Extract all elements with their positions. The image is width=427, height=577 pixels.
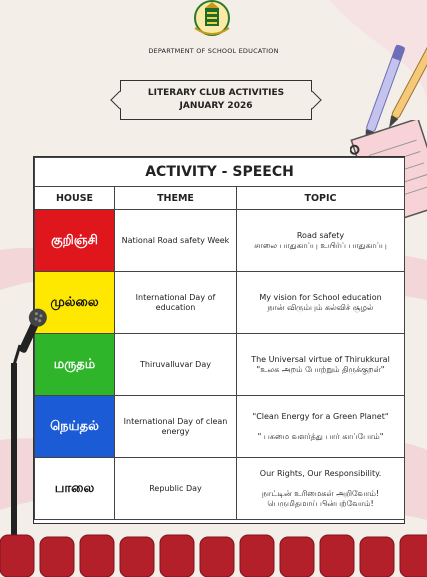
table-title: ACTIVITY - SPEECH — [35, 158, 405, 187]
table-row — [35, 458, 405, 520]
house-cell: மருதம் — [35, 334, 115, 396]
topic-cell: Our Rights, Our Responsibility. நாட்டின் உரிமைகள் அறிவோம்! பெருமிதமாய் பின்பற்வோம்! — [237, 458, 405, 520]
house-cell: நெய்தல் — [35, 396, 115, 458]
topic-cell: Road safety சாலை பாதுகாப்பு உயிர்ப் பாதுகாப்பு — [237, 210, 405, 272]
house-cell: குறிஞ்சி — [35, 210, 115, 272]
theme-cell: Republic Day — [115, 458, 237, 520]
theme-cell: Thiruvalluvar Day — [115, 334, 237, 396]
theme-cell: International Day of clean energy — [115, 396, 237, 458]
banner-month: JANUARY 2026 — [179, 101, 253, 111]
activity-table — [33, 156, 405, 524]
theme-cell: International Day of education — [115, 272, 237, 334]
theme-cell: National Road safety Week — [115, 210, 237, 272]
banner-title: LITERARY CLUB ACTIVITIES — [147, 88, 285, 98]
table-row — [35, 334, 405, 396]
table-row — [35, 396, 405, 458]
table-row — [35, 210, 405, 272]
table-row — [35, 272, 405, 334]
topic-cell: My vision for School education நான் விரும்பும் கல்விச் சூழல் — [237, 272, 405, 334]
topic-cell: The Universal virtue of Thirukkural "உலக அறம் போற்றும் திருக்குறள்" — [237, 334, 405, 396]
microphone-icon — [0, 305, 60, 565]
column-header-theme: THEME — [115, 187, 237, 210]
tamil-nadu-emblem-icon — [190, 0, 234, 38]
department-name: DEPARTMENT OF SCHOOL EDUCATION — [148, 47, 279, 55]
auditorium-seats-icon — [0, 527, 427, 577]
house-cell: முல்லை — [35, 272, 115, 334]
column-header-house: HOUSE — [35, 187, 115, 210]
title-banner — [120, 80, 312, 120]
column-header-topic: TOPIC — [237, 187, 405, 210]
topic-cell: "Clean Energy for a Green Planet" " பசுமை வளர்த்து பார் காப்போம்" — [237, 396, 405, 458]
house-cell: பாலை — [35, 458, 115, 520]
